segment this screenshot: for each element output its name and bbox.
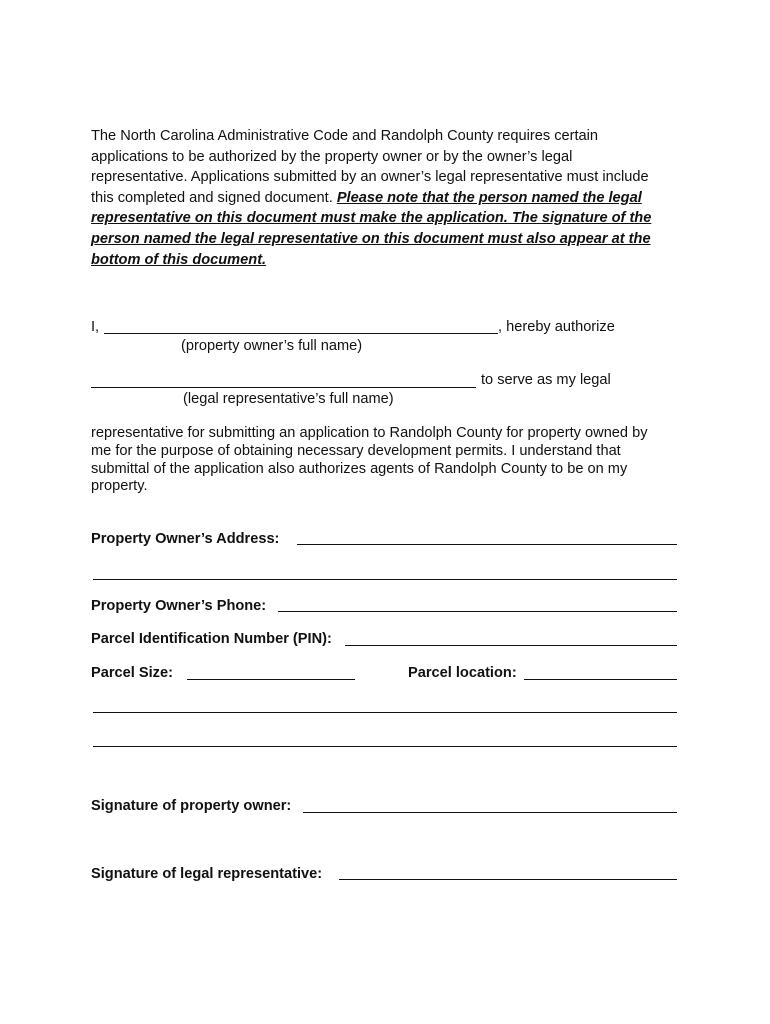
owner-name-caption: (property owner’s full name) bbox=[181, 338, 363, 354]
address-field[interactable] bbox=[297, 544, 677, 545]
intro-emphasis: Please note that the person named the legal bbox=[336, 189, 642, 206]
paragraph-line: me for the purpose of obtaining necessary development permits. I understand that bbox=[91, 442, 621, 459]
parcel-size-field[interactable] bbox=[187, 679, 355, 680]
paragraph-line: submittal of the application also authorizes agents of Randolph County to be on my bbox=[91, 460, 628, 477]
owner-name-field[interactable] bbox=[104, 333, 498, 334]
pin-label: Parcel Identification Number (PIN): bbox=[91, 631, 332, 647]
pin-field[interactable] bbox=[345, 645, 677, 646]
phone-label: Property Owner’s Phone: bbox=[91, 598, 267, 614]
address-field-line-2[interactable] bbox=[93, 579, 677, 580]
intro-line: representative. Applications submitted by an owner’s legal representative must include bbox=[91, 169, 649, 186]
parcel-size-label: Parcel Size: bbox=[91, 665, 173, 681]
parcel-location-line-2[interactable] bbox=[93, 712, 677, 713]
parcel-location-field[interactable] bbox=[524, 679, 677, 680]
paragraph-line: property. bbox=[91, 478, 148, 495]
rep-signature-label: Signature of legal representative: bbox=[91, 866, 323, 882]
rep-signature-field[interactable] bbox=[339, 879, 677, 880]
phone-field[interactable] bbox=[278, 611, 677, 612]
intro-emphasis-line: person named the legal representative on this document must also appear at the bbox=[91, 230, 651, 247]
address-label: Property Owner’s Address: bbox=[91, 531, 280, 547]
rep-suffix: to serve as my legal bbox=[481, 372, 611, 388]
authorization-paragraph bbox=[91, 425, 681, 496]
intro-emphasis-line: representative on this document must make the application. The signature of the bbox=[91, 210, 652, 227]
intro-emphasis-line: bottom of this document. bbox=[91, 251, 267, 268]
authorization-suffix: , hereby authorize bbox=[498, 319, 615, 335]
intro-line bbox=[91, 188, 681, 209]
owner-signature-label: Signature of property owner: bbox=[91, 798, 292, 814]
rep-name-caption: (legal representative’s full name) bbox=[183, 391, 394, 407]
parcel-location-label: Parcel location: bbox=[408, 665, 517, 681]
paragraph-line: representative for submitting an application to Randolph County for property owned by bbox=[91, 425, 648, 441]
authorization-prefix: I, bbox=[91, 319, 100, 335]
parcel-location-line-3[interactable] bbox=[93, 746, 677, 747]
intro-text: this completed and signed document. bbox=[91, 189, 337, 206]
rep-name-field[interactable] bbox=[91, 387, 476, 388]
intro-line: applications to be authorized by the property owner or by the owner’s legal bbox=[91, 148, 573, 165]
intro-paragraph bbox=[91, 126, 681, 270]
intro-line: The North Carolina Administrative Code and Randolph County requires certain bbox=[91, 128, 598, 144]
owner-signature-field[interactable] bbox=[303, 812, 677, 813]
